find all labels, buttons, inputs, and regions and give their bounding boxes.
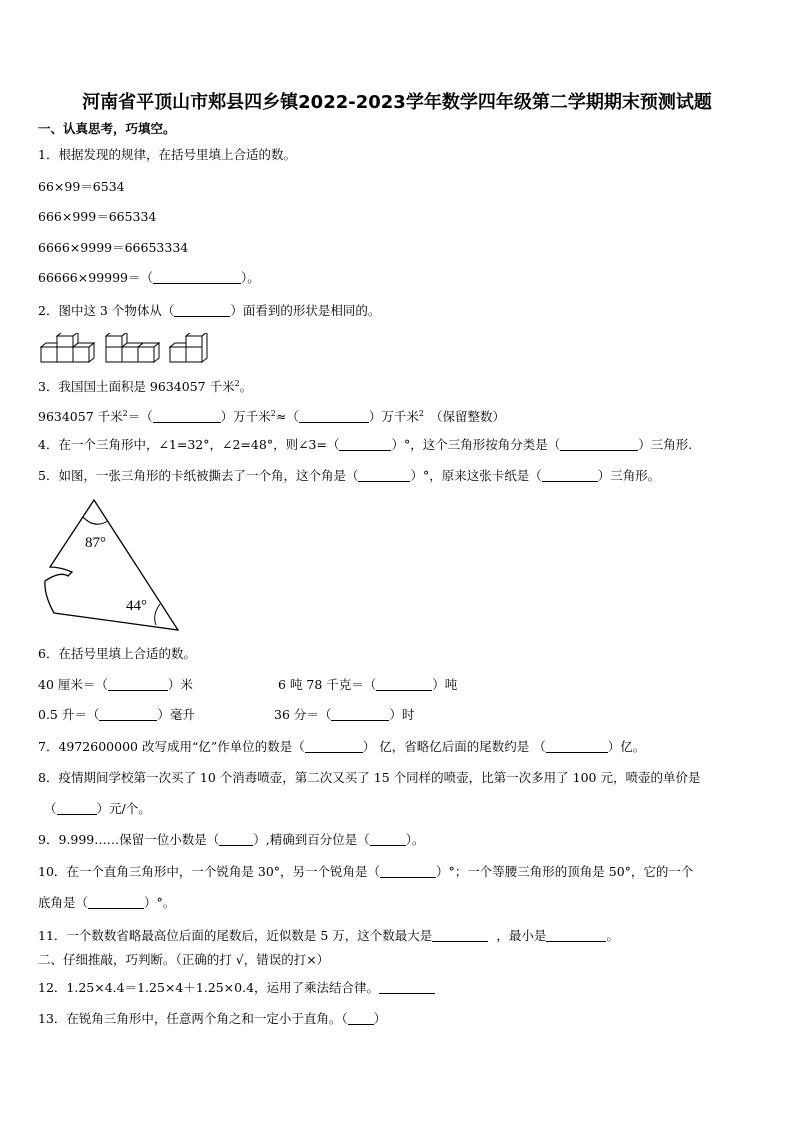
q1-pattern-line-2: 666×999＝665334	[38, 209, 157, 224]
section-1-heading: 一、认真思考，巧填空。	[38, 121, 176, 136]
q11-text-c: 。	[606, 928, 619, 943]
answer-blank[interactable]	[376, 678, 432, 691]
question-7	[38, 739, 645, 755]
q9-text-a: 9．9.999……保留一位小数是（	[38, 832, 220, 847]
q6-c-suffix: ）毫升	[157, 707, 195, 722]
q8-text-b: （	[44, 801, 57, 816]
answer-blank[interactable]	[99, 708, 157, 721]
answer-blank[interactable]	[380, 865, 436, 878]
q3-text-h: （保留整数）	[429, 409, 505, 425]
q10-text-a: 10．在一个直角三角形中，一个锐角是 30°，另一个锐角是（	[38, 864, 381, 879]
q13-text-a: 13．在锐角三角形中，任意两个角之和一定小于直角。（	[38, 1011, 348, 1026]
answer-blank[interactable]	[432, 929, 488, 942]
question-12	[38, 980, 435, 996]
q3-text-d: ＝（	[127, 409, 153, 425]
q9-text-c: ）。	[405, 832, 425, 847]
q2-text-b: ）面看到的形状是相同的。	[230, 303, 381, 318]
q7-text-b: ） 亿，省略亿后面的尾数约是 （	[362, 739, 546, 754]
q11-text-a: 11．一个数数省略最高位后面的尾数后，近似数是 5 万，这个数最大是	[38, 928, 433, 943]
q1-pattern-line-4	[38, 270, 260, 286]
angle-label-top: 87°	[85, 535, 106, 551]
q13-text-b: ）	[373, 1011, 387, 1026]
q7-text-c: ）亿。	[607, 739, 646, 754]
question-8: 8．疫情期间学校第一次买了 10 个消毒喷壶，第二次又买了 15 个同样的喷壶，比第一次多用了 100 元，喷壶的单价是	[38, 770, 701, 785]
superscript: 2	[418, 409, 424, 418]
q1-line4-suffix: ）。	[241, 270, 260, 285]
q2-text-a: 2．图中这 3 个物体从（	[38, 303, 175, 318]
q6-a-prefix: 40 厘米＝（	[38, 677, 108, 692]
superscript: 2	[234, 379, 240, 388]
answer-blank[interactable]	[560, 438, 638, 451]
superscript: 2	[122, 409, 128, 418]
answer-blank[interactable]	[153, 271, 241, 284]
answer-blank[interactable]	[370, 833, 406, 846]
triangle-outline	[45, 500, 178, 630]
torn-triangle-figure	[38, 497, 183, 632]
question-10-line-2	[38, 895, 175, 911]
q10-text-d: ）°。	[144, 895, 176, 910]
angle-label-bottom: 44°	[126, 598, 147, 614]
q10-text-c: 底角是（	[38, 895, 89, 910]
question-8-line-2	[44, 801, 151, 817]
q10-text-b: ）°；一个等腰三角形的顶角是 50°，它的一个	[436, 864, 694, 879]
q3-text-f: ≈（	[275, 409, 299, 425]
question-1: 1．根据发现的规律，在括号里填上合适的数。	[38, 147, 296, 162]
cube-figure-3	[170, 333, 207, 362]
question-6: 6．在括号里填上合适的数。	[38, 646, 196, 661]
answer-blank[interactable]	[379, 981, 435, 994]
q6-item-a	[38, 677, 193, 693]
question-4	[38, 437, 692, 453]
answer-blank[interactable]	[153, 410, 221, 423]
q6-d-prefix: 36 分＝（	[274, 707, 332, 722]
q3-text-e: ）万千米	[220, 409, 271, 425]
answer-blank[interactable]	[546, 929, 606, 942]
answer-blank[interactable]	[299, 410, 369, 423]
question-13	[38, 1011, 386, 1027]
answer-blank[interactable]	[174, 304, 230, 317]
cube-figure-2	[106, 333, 159, 362]
q6-item-c	[38, 707, 195, 723]
q5-text-b: ）°，原来这张卡纸是（	[410, 468, 542, 483]
answer-blank[interactable]	[546, 740, 608, 753]
page-title: 河南省平顶山市郏县四乡镇2022-2023学年数学四年级第二学期期末预测试题	[82, 92, 712, 113]
q3-text-b: 。	[239, 379, 253, 395]
q5-text-a: 5．如图，一张三角形的卡纸被撕去了一个角，这个角是（	[38, 468, 359, 483]
question-11	[38, 928, 619, 944]
answer-blank[interactable]	[305, 740, 363, 753]
q6-item-b	[278, 677, 457, 693]
answer-blank[interactable]	[348, 1012, 374, 1025]
section-2-heading: 二、仔细推敲，巧判断。（正确的打 √，错误的打×）	[38, 952, 330, 967]
q6-item-d	[274, 707, 414, 723]
answer-blank[interactable]	[542, 469, 598, 482]
answer-blank[interactable]	[219, 833, 253, 846]
q6-d-suffix: ）时	[389, 707, 415, 722]
q4-text-c: ）三角形.	[638, 437, 693, 452]
q12-text-a: 12．1.25×4.4＝1.25×4＋1.25×0.4，运用了乘法结合律。	[38, 980, 380, 995]
answer-blank[interactable]	[57, 802, 97, 815]
q1-line4-prefix: 66666×99999＝（	[38, 270, 154, 285]
question-9	[38, 832, 425, 848]
answer-blank[interactable]	[331, 708, 389, 721]
q6-a-suffix: ）米	[167, 677, 193, 692]
q5-text-c: ）三角形。	[597, 468, 661, 483]
cube-figure-1	[41, 333, 94, 362]
q1-pattern-line-1: 66×99＝6534	[38, 179, 125, 194]
q3-text-c: 9634057 千米	[38, 409, 123, 425]
question-3	[38, 376, 252, 395]
question-10	[38, 864, 693, 880]
q11-text-b: ，最小是	[496, 928, 547, 943]
q8-text-c: ）元/个。	[96, 801, 151, 816]
q4-text-b: ）°，这个三角形按角分类是（	[391, 437, 561, 452]
q3-text-g: ）万千米	[368, 409, 419, 425]
q3-text-a: 3．我国国土面积是 9634057 千米	[38, 379, 235, 395]
answer-blank[interactable]	[358, 469, 410, 482]
cube-figures-image	[38, 333, 208, 365]
question-2	[38, 303, 380, 319]
q4-text-a: 4．在一个三角形中，∠1=32°，∠2=48°，则∠3=（	[38, 437, 340, 452]
q7-text-a: 7．4972600000 改写成用“亿”作单位的数是（	[38, 739, 305, 754]
answer-blank[interactable]	[339, 438, 391, 451]
q9-text-b: ）,精确到百分位是（	[253, 832, 370, 847]
answer-blank[interactable]	[108, 678, 168, 691]
answer-blank[interactable]	[88, 896, 144, 909]
q6-c-prefix: 0.5 升＝（	[38, 707, 100, 722]
question-5	[38, 468, 660, 484]
superscript: 2	[270, 409, 276, 418]
q6-b-prefix: 6 吨 78 千克＝（	[278, 677, 377, 692]
q6-b-suffix: ）吨	[432, 677, 458, 692]
question-3-conversion	[38, 406, 505, 425]
q1-pattern-line-3: 6666×9999＝66653334	[38, 240, 189, 255]
